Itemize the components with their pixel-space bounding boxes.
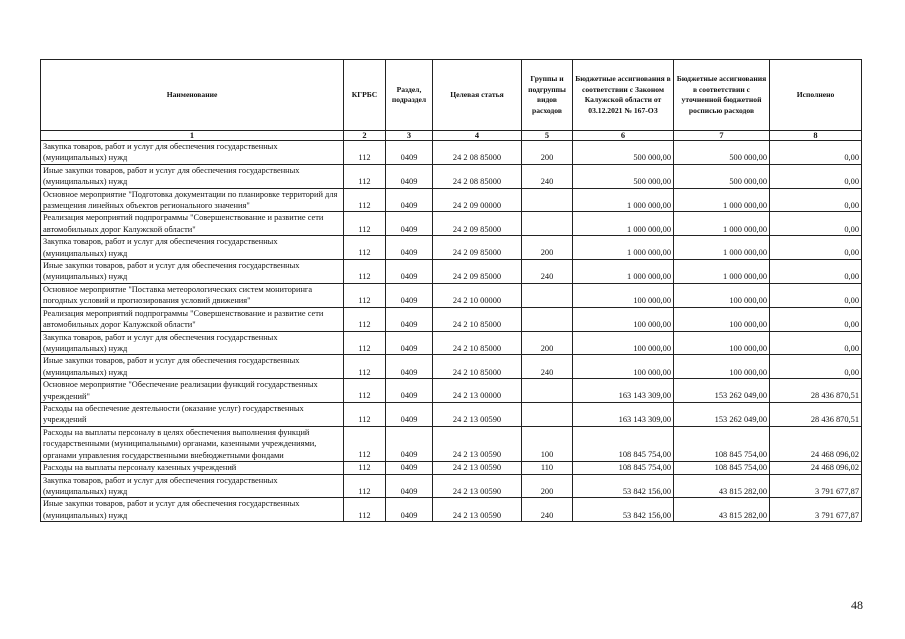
row-vid: 200 <box>522 474 573 498</box>
row-law-amount: 53 842 156,00 <box>573 498 674 522</box>
row-razdel: 0409 <box>386 461 433 474</box>
row-kgrbs: 112 <box>344 379 386 403</box>
row-plan-amount: 108 845 754,00 <box>674 461 770 474</box>
row-kgrbs: 112 <box>344 461 386 474</box>
row-statya: 24 2 10 00000 <box>433 283 522 307</box>
row-razdel: 0409 <box>386 188 433 212</box>
row-vid: 200 <box>522 331 573 355</box>
table-row <box>41 188 862 212</box>
row-statya: 24 2 09 85000 <box>433 212 522 236</box>
row-statya: 24 2 08 85000 <box>433 141 522 165</box>
row-done-amount: 0,00 <box>770 188 862 212</box>
row-kgrbs: 112 <box>344 164 386 188</box>
row-statya: 24 2 13 00590 <box>433 474 522 498</box>
row-law-amount: 1 000 000,00 <box>573 212 674 236</box>
row-kgrbs: 112 <box>344 426 386 461</box>
row-done-amount: 28 436 870,51 <box>770 379 862 403</box>
header-law: Бюджетные ассигнования в соответствии с Законом Калужской области от 03.12.2021 № 167-ОЗ <box>573 60 674 131</box>
row-vid <box>522 307 573 331</box>
row-name: Иные закупки товаров, работ и услуг для обеспечения государственных (муниципальных) нужд <box>41 260 344 284</box>
row-kgrbs: 112 <box>344 402 386 426</box>
table-row <box>41 426 862 461</box>
row-vid: 200 <box>522 236 573 260</box>
row-razdel: 0409 <box>386 260 433 284</box>
row-razdel: 0409 <box>386 474 433 498</box>
row-vid: 100 <box>522 426 573 461</box>
row-done-amount: 0,00 <box>770 331 862 355</box>
table-row <box>41 260 862 284</box>
row-name: Расходы на выплаты персоналу казенных учреждений <box>41 461 344 474</box>
row-plan-amount: 1 000 000,00 <box>674 260 770 284</box>
row-razdel: 0409 <box>386 355 433 379</box>
row-statya: 24 2 10 85000 <box>433 307 522 331</box>
row-statya: 24 2 13 00590 <box>433 461 522 474</box>
row-name: Расходы на обеспечение деятельности (оказание услуг) государственных учреждений <box>41 402 344 426</box>
row-statya: 24 2 09 85000 <box>433 236 522 260</box>
row-name: Иные закупки товаров, работ и услуг для обеспечения государственных (муниципальных) нужд <box>41 498 344 522</box>
row-done-amount: 0,00 <box>770 164 862 188</box>
table-row <box>41 355 862 379</box>
header-razdel: Раздел, подраздел <box>386 60 433 131</box>
row-razdel: 0409 <box>386 498 433 522</box>
column-number: 1 <box>41 131 344 141</box>
header-row <box>41 60 862 131</box>
row-vid <box>522 188 573 212</box>
row-done-amount: 28 436 870,51 <box>770 402 862 426</box>
row-plan-amount: 43 815 282,00 <box>674 498 770 522</box>
row-vid <box>522 379 573 403</box>
row-statya: 24 2 10 85000 <box>433 331 522 355</box>
row-statya: 24 2 13 00590 <box>433 498 522 522</box>
row-plan-amount: 100 000,00 <box>674 283 770 307</box>
row-name: Основное мероприятие "Подготовка документации по планировке территорий для размещения линейных объектов регионального значения" <box>41 188 344 212</box>
table-row <box>41 331 862 355</box>
row-name: Закупка товаров, работ и услуг для обеспечения государственных (муниципальных) нужд <box>41 141 344 165</box>
budget-table <box>40 59 862 522</box>
row-statya: 24 2 13 00000 <box>433 379 522 403</box>
column-number: 8 <box>770 131 862 141</box>
row-razdel: 0409 <box>386 331 433 355</box>
row-statya: 24 2 13 00590 <box>433 426 522 461</box>
row-done-amount: 0,00 <box>770 236 862 260</box>
row-vid: 240 <box>522 355 573 379</box>
row-kgrbs: 112 <box>344 260 386 284</box>
row-kgrbs: 112 <box>344 331 386 355</box>
row-vid: 200 <box>522 141 573 165</box>
row-law-amount: 1 000 000,00 <box>573 260 674 284</box>
row-plan-amount: 100 000,00 <box>674 331 770 355</box>
row-name: Основное мероприятие "Поставка метеорологических систем мониторинга погодных условий и прогнозирования условий движения" <box>41 283 344 307</box>
row-plan-amount: 153 262 049,00 <box>674 379 770 403</box>
row-law-amount: 100 000,00 <box>573 283 674 307</box>
row-name: Закупка товаров, работ и услуг для обеспечения государственных (муниципальных) нужд <box>41 236 344 260</box>
table-row <box>41 461 862 474</box>
row-law-amount: 163 143 309,00 <box>573 379 674 403</box>
row-plan-amount: 1 000 000,00 <box>674 188 770 212</box>
row-law-amount: 1 000 000,00 <box>573 188 674 212</box>
row-name: Иные закупки товаров, работ и услуг для обеспечения государственных (муниципальных) нужд <box>41 355 344 379</box>
column-number: 7 <box>674 131 770 141</box>
table-row <box>41 283 862 307</box>
row-plan-amount: 100 000,00 <box>674 355 770 379</box>
row-plan-amount: 153 262 049,00 <box>674 402 770 426</box>
column-number: 2 <box>344 131 386 141</box>
row-razdel: 0409 <box>386 402 433 426</box>
row-vid <box>522 212 573 236</box>
table-row <box>41 307 862 331</box>
row-name: Реализация мероприятий подпрограммы "Совершенствование и развитие сети автомобильных дорог Калужской области" <box>41 212 344 236</box>
table-row <box>41 141 862 165</box>
row-vid: 110 <box>522 461 573 474</box>
row-statya: 24 2 08 85000 <box>433 164 522 188</box>
row-razdel: 0409 <box>386 212 433 236</box>
table-row <box>41 164 862 188</box>
table-row <box>41 379 862 403</box>
header-vid: Группы и подгруппы видов расходов <box>522 60 573 131</box>
row-plan-amount: 108 845 754,00 <box>674 426 770 461</box>
table-row <box>41 402 862 426</box>
row-razdel: 0409 <box>386 426 433 461</box>
row-plan-amount: 1 000 000,00 <box>674 236 770 260</box>
row-done-amount: 0,00 <box>770 141 862 165</box>
row-name: Реализация мероприятий подпрограммы "Совершенствование и развитие сети автомобильных дорог Калужской области" <box>41 307 344 331</box>
row-razdel: 0409 <box>386 164 433 188</box>
row-vid <box>522 402 573 426</box>
row-law-amount: 163 143 309,00 <box>573 402 674 426</box>
row-plan-amount: 500 000,00 <box>674 141 770 165</box>
row-kgrbs: 112 <box>344 141 386 165</box>
row-done-amount: 0,00 <box>770 260 862 284</box>
row-statya: 24 2 13 00590 <box>433 402 522 426</box>
row-done-amount: 0,00 <box>770 355 862 379</box>
row-kgrbs: 112 <box>344 355 386 379</box>
header-plan: Бюджетные ассигнования в соответствии с уточненной бюджетной росписью расходов <box>674 60 770 131</box>
row-done-amount: 0,00 <box>770 283 862 307</box>
row-law-amount: 500 000,00 <box>573 164 674 188</box>
row-vid: 240 <box>522 498 573 522</box>
row-law-amount: 100 000,00 <box>573 331 674 355</box>
row-name: Закупка товаров, работ и услуг для обеспечения государственных (муниципальных) нужд <box>41 331 344 355</box>
row-name: Основное мероприятие "Обеспечение реализации функций государственных учреждений" <box>41 379 344 403</box>
row-vid: 240 <box>522 164 573 188</box>
page-number: 48 <box>851 598 863 612</box>
table-row <box>41 236 862 260</box>
row-kgrbs: 112 <box>344 283 386 307</box>
row-vid <box>522 283 573 307</box>
column-number-row <box>41 131 862 141</box>
column-number: 4 <box>433 131 522 141</box>
row-razdel: 0409 <box>386 379 433 403</box>
table-row <box>41 212 862 236</box>
row-razdel: 0409 <box>386 283 433 307</box>
row-kgrbs: 112 <box>344 188 386 212</box>
row-plan-amount: 500 000,00 <box>674 164 770 188</box>
row-kgrbs: 112 <box>344 498 386 522</box>
header-done: Исполнено <box>770 60 862 131</box>
row-name: Закупка товаров, работ и услуг для обеспечения государственных (муниципальных) нужд <box>41 474 344 498</box>
row-plan-amount: 100 000,00 <box>674 307 770 331</box>
row-law-amount: 108 845 754,00 <box>573 426 674 461</box>
row-law-amount: 100 000,00 <box>573 307 674 331</box>
row-statya: 24 2 10 85000 <box>433 355 522 379</box>
row-law-amount: 108 845 754,00 <box>573 461 674 474</box>
row-law-amount: 100 000,00 <box>573 355 674 379</box>
row-done-amount: 24 468 096,02 <box>770 426 862 461</box>
row-law-amount: 53 842 156,00 <box>573 474 674 498</box>
header-statya: Целевая статья <box>433 60 522 131</box>
table-row <box>41 498 862 522</box>
row-razdel: 0409 <box>386 307 433 331</box>
header-kgrbs: КГРБС <box>344 60 386 131</box>
row-vid: 240 <box>522 260 573 284</box>
row-law-amount: 500 000,00 <box>573 141 674 165</box>
row-statya: 24 2 09 00000 <box>433 188 522 212</box>
column-number: 5 <box>522 131 573 141</box>
row-kgrbs: 112 <box>344 236 386 260</box>
row-plan-amount: 1 000 000,00 <box>674 212 770 236</box>
row-done-amount: 3 791 677,87 <box>770 498 862 522</box>
row-done-amount: 3 791 677,87 <box>770 474 862 498</box>
row-name: Иные закупки товаров, работ и услуг для обеспечения государственных (муниципальных) нужд <box>41 164 344 188</box>
row-name: Расходы на выплаты персоналу в целях обеспечения выполнения функций государственными (муниципальными) органами, казенными учреждениями, органами управления государственными внебюджетными фондами <box>41 426 344 461</box>
row-kgrbs: 112 <box>344 212 386 236</box>
row-done-amount: 0,00 <box>770 307 862 331</box>
table-row <box>41 474 862 498</box>
row-done-amount: 24 468 096,02 <box>770 461 862 474</box>
row-kgrbs: 112 <box>344 474 386 498</box>
row-razdel: 0409 <box>386 236 433 260</box>
row-kgrbs: 112 <box>344 307 386 331</box>
row-plan-amount: 43 815 282,00 <box>674 474 770 498</box>
row-razdel: 0409 <box>386 141 433 165</box>
header-name: Наименование <box>41 60 344 131</box>
column-number: 3 <box>386 131 433 141</box>
row-statya: 24 2 09 85000 <box>433 260 522 284</box>
column-number: 6 <box>573 131 674 141</box>
row-done-amount: 0,00 <box>770 212 862 236</box>
row-law-amount: 1 000 000,00 <box>573 236 674 260</box>
